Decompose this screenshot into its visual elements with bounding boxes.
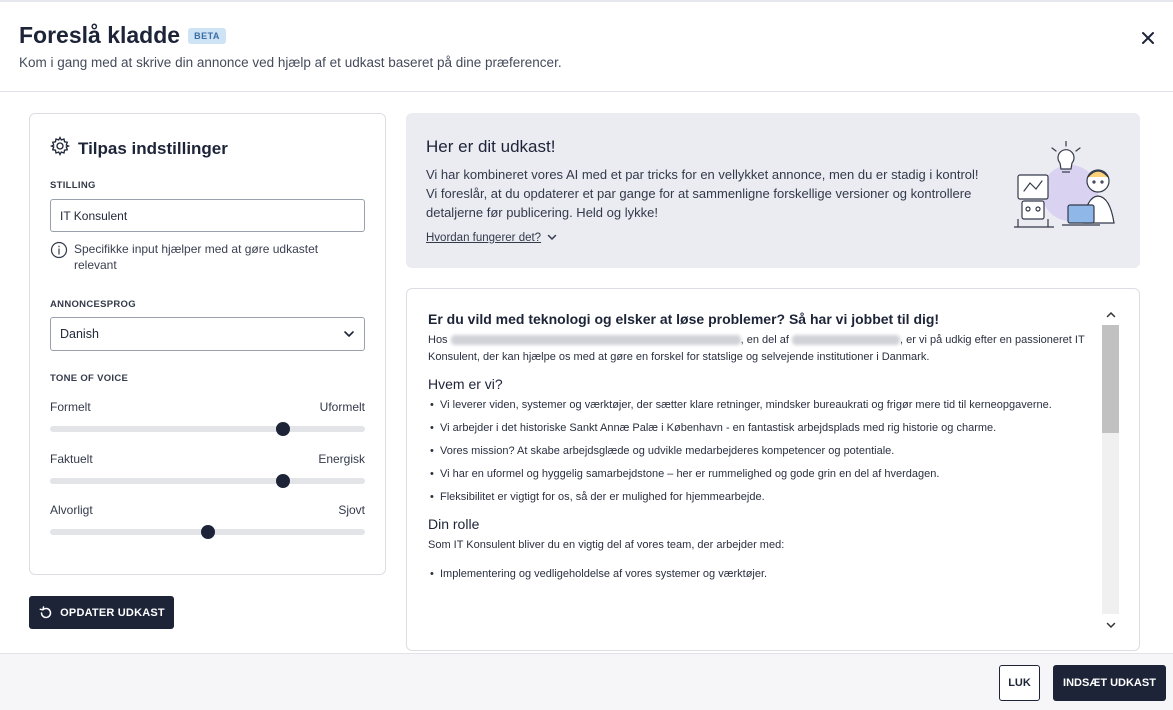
dialog-title: Foreslå kladde bbox=[19, 22, 181, 48]
close-icon[interactable] bbox=[1138, 28, 1158, 48]
redacted-organization bbox=[792, 335, 900, 345]
language-select[interactable] bbox=[50, 317, 365, 351]
scroll-up-arrow[interactable] bbox=[1102, 307, 1119, 321]
slider-track[interactable] bbox=[50, 426, 365, 432]
info-box bbox=[406, 113, 1140, 268]
draft-intro bbox=[428, 332, 1106, 366]
list-item: • Vi har en uformel og hyggelig samarbejdstone – her er rummelighed og gode grin en del af hverdagen. bbox=[428, 466, 1106, 483]
settings-title: Tilpas indstillinger bbox=[78, 138, 228, 158]
list-item: • Vi leverer viden, systemer og værktøjer, der sætter klare retninger, mindsker bureaukrati og frigør mere tid til kerneopgaverne. bbox=[428, 397, 1106, 414]
settings-panel bbox=[29, 113, 386, 575]
stilling-label: STILLING bbox=[50, 180, 96, 191]
draft-panel bbox=[406, 288, 1140, 651]
slider-formality bbox=[50, 400, 365, 432]
draft-heading: Er du vild med teknologi og elsker at løse problemer? Så har vi jobbet til dig! bbox=[428, 311, 940, 327]
slider-track[interactable] bbox=[50, 478, 365, 484]
list-item: • Fleksibilitet er vigtigt for os, så der er mulighed for hjemmearbejde. bbox=[428, 489, 1106, 506]
slider-humor bbox=[50, 503, 365, 535]
scrollbar-thumb[interactable] bbox=[1102, 325, 1119, 433]
update-draft-label: OPDATER UDKAST bbox=[60, 606, 165, 619]
slider-left-label: Alvorligt bbox=[50, 503, 93, 517]
gear-icon bbox=[50, 136, 70, 161]
how-it-works-link[interactable] bbox=[426, 232, 557, 244]
info-icon bbox=[50, 241, 68, 273]
slider-right-label: Sjovt bbox=[338, 503, 365, 517]
slider-track[interactable] bbox=[50, 529, 365, 535]
slider-thumb[interactable] bbox=[276, 422, 290, 436]
sprog-label: ANNONCESPROG bbox=[50, 299, 136, 310]
input-hint bbox=[50, 241, 350, 273]
section-title: Hvem er vi? bbox=[428, 376, 503, 392]
update-draft-button[interactable] bbox=[29, 596, 174, 629]
refresh-icon bbox=[38, 605, 54, 621]
stilling-input[interactable] bbox=[50, 199, 365, 232]
list-item: • Vi arbejder i det historiske Sankt Annæ Palæ i København - en fantastisk arbejdsplads med rig historie og charme. bbox=[428, 420, 1106, 437]
chevron-down-icon bbox=[343, 327, 355, 341]
ai-illustration bbox=[1004, 141, 1124, 237]
section-title: Din rolle bbox=[428, 516, 480, 532]
title-row bbox=[19, 22, 226, 49]
slider-thumb[interactable] bbox=[276, 474, 290, 488]
language-value: Danish bbox=[60, 327, 99, 341]
info-title: Her er dit udkast! bbox=[426, 137, 556, 156]
draft-intro-b: , en del af bbox=[740, 334, 789, 346]
section-intro: Som IT Konsulent bliver du en vigtig del af vores team, der arbejder med: bbox=[428, 539, 785, 551]
draft-intro-a: Hos bbox=[428, 334, 448, 346]
scrollbar[interactable] bbox=[1102, 307, 1119, 632]
slider-left-label: Faktuelt bbox=[50, 452, 93, 466]
draft-intro-c: , er vi på udkig efter en passioneret IT Konsulent, der kan hjælpe os med at gøre en forskel for statslige og selvejende institutioner i Danmark. bbox=[428, 334, 1085, 363]
dialog-subtitle: Kom i gang med at skrive din annonce ved hjælp af et udkast baseret på dine præferencer. bbox=[19, 55, 562, 70]
beta-badge: BETA bbox=[188, 28, 226, 44]
redacted-company bbox=[451, 335, 741, 345]
dialog-footer bbox=[0, 653, 1173, 710]
section-list bbox=[428, 397, 1106, 506]
chevron-down-icon bbox=[547, 232, 557, 244]
tone-label: TONE OF VOICE bbox=[50, 373, 129, 384]
insert-draft-button[interactable]: INDSÆT UDKAST bbox=[1053, 665, 1166, 701]
how-it-works-label: Hvordan fungerer det? bbox=[426, 232, 542, 244]
dialog-header bbox=[0, 0, 1173, 92]
info-text: Vi har kombineret vores AI med et par tricks for en vellykket annonce, men du er stadig i kontrol! Vi foreslår, at du opdaterer et par gange for at sammenligne forskellige versioner og kontrollere detaljerne før publicering. Held og lykke! bbox=[426, 167, 979, 220]
section-list bbox=[428, 566, 1106, 583]
slider-energy bbox=[50, 452, 365, 484]
slider-thumb[interactable] bbox=[201, 525, 215, 539]
hint-text: Specifikke input hjælper med at gøre udkastet relevant bbox=[74, 242, 319, 272]
slider-left-label: Formelt bbox=[50, 400, 91, 414]
slider-right-label: Uformelt bbox=[319, 400, 365, 414]
list-item: • Vores mission? At skabe arbejdsglæde og udvikle medarbejderes kompetencer og potentiale. bbox=[428, 443, 1106, 460]
scroll-down-arrow[interactable] bbox=[1102, 618, 1119, 632]
draft-content bbox=[428, 311, 1106, 589]
list-item: • Implementering og vedligeholdelse af vores systemer og værktøjer. bbox=[428, 566, 1106, 583]
close-button[interactable]: LUK bbox=[999, 665, 1040, 701]
slider-right-label: Energisk bbox=[318, 452, 365, 466]
settings-title-row bbox=[50, 136, 228, 161]
